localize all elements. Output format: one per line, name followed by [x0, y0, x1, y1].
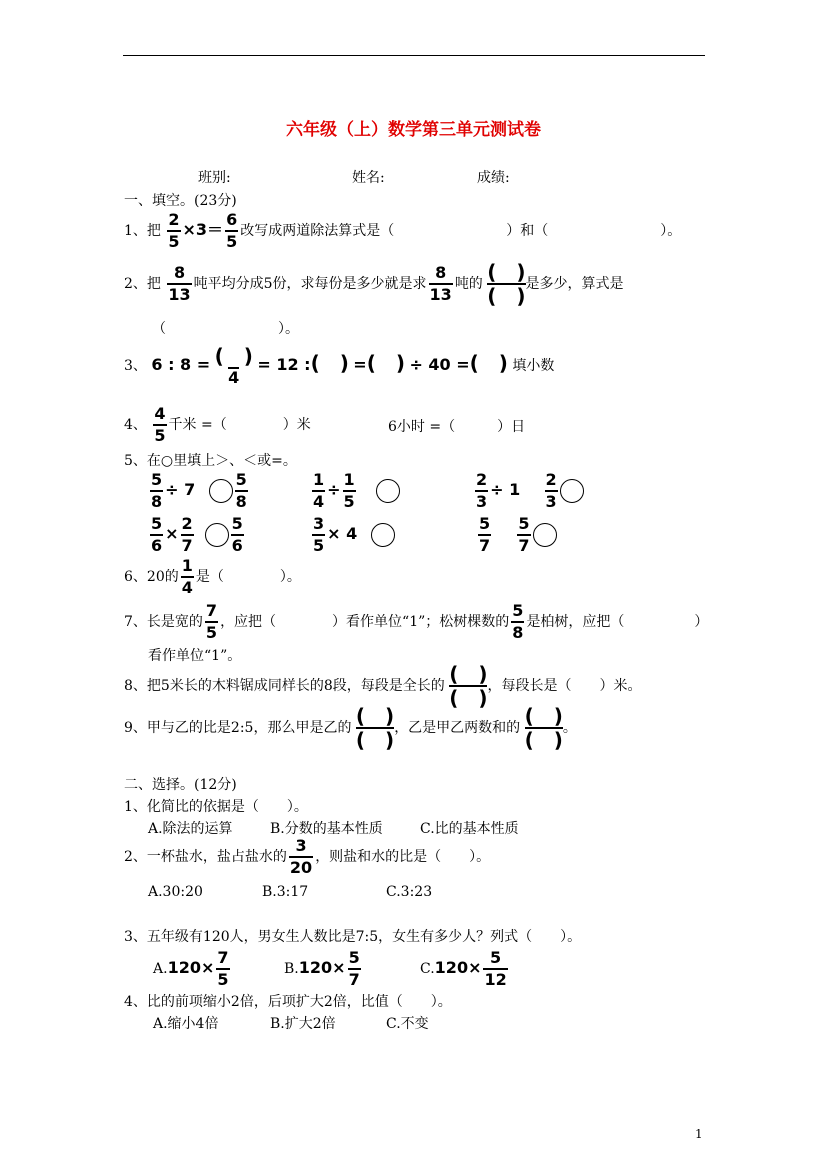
page-title: 六年级（上）数学第三单元测试卷: [286, 120, 541, 140]
header-rule: [123, 55, 705, 56]
section2-heading: 二、选择。(12分): [124, 777, 237, 793]
compare-circle[interactable]: [205, 523, 229, 547]
question-7-line2: 看作单位“1”。: [148, 648, 242, 664]
compare-item-4: $\frac{5}{6}$ × $\frac{2}{7}$ $\frac{5}{6}$: [151, 514, 243, 555]
compare-item-1: $\frac{5}{8}$ ÷ 7 $\frac{5}{8}$: [151, 470, 247, 511]
choice-1c: C.比的基本性质: [420, 821, 519, 837]
choice-4b: B.扩大2倍: [270, 1016, 336, 1032]
compare-circle[interactable]: [371, 523, 395, 547]
choice-1: 1、化简比的依据是（ ）。: [124, 799, 308, 815]
fraction: $\frac{6}{5}$: [226, 210, 238, 251]
compare-circle[interactable]: [560, 479, 584, 503]
choice-1b: B.分数的基本性质: [270, 821, 383, 837]
choice-4a: A.缩小4倍: [153, 1016, 219, 1032]
choice-2: 2、一杯盐水，盐占盐水的 $\frac{3}{20}$ ，则盐和水的比是（ ）。: [124, 836, 491, 877]
choice-3c: C.120× $\frac{5}{12}$: [420, 948, 507, 989]
choice-2b: B.3:17: [262, 884, 309, 900]
question-6: 6、20的 $\frac{1}{4}$ 是（ ）。: [124, 556, 301, 597]
choice-4: 4、比的前项缩小2倍，后项扩大2倍，比值（ ）。: [124, 994, 452, 1010]
compare-item-6: $\frac{5}{7}$ $\frac{5}{7}$: [476, 516, 557, 554]
choice-2a: A.30:20: [148, 884, 203, 900]
choice-3: 3、五年级有120人，男女生人数比是7:5，女生有多少人？列式（ ）。: [124, 929, 582, 945]
page-number: 1: [695, 1127, 703, 1141]
compare-circle[interactable]: [376, 479, 400, 503]
question-7: 7、长是宽的 $\frac{7}{5}$ ，应把（ ）看作单位“1”；松树棵数的 $\frac{5}{8}$ 是柏树，应把（ ）: [124, 601, 709, 642]
question-2: 2、把 $\frac{8}{13}$ 吨平均分成5份，求每份是多少就是求 $\frac{8}{13}$ 吨的 ( ) ( ) 是多少，算式是: [124, 260, 624, 308]
name-label: 姓名:: [352, 170, 385, 186]
blank-fraction: ( ) ( ): [487, 260, 526, 308]
choice-2c: C.3:23: [386, 884, 433, 900]
compare-circle[interactable]: [533, 523, 557, 547]
question-5: 5、在○里填上＞、＜或=。: [124, 453, 297, 469]
choice-1a: A.除法的运算: [148, 821, 233, 837]
question-9: 9、甲与乙的比是2:5，那么甲是乙的 ( ) ( ) ，乙是甲乙两数和的 ( ) ( ) 。: [124, 704, 577, 752]
question-4: 4、 $\frac{4}{5}$ 千米 =（ ）米: [124, 404, 311, 445]
choice-3b: B.120× $\frac{5}{7}$: [284, 948, 360, 989]
fraction: $\frac{2}{5}$: [168, 210, 180, 251]
score-label: 成绩:: [477, 170, 510, 186]
compare-item-2: $\frac{1}{4}$ ÷ $\frac{1}{5}$: [310, 472, 400, 510]
class-label: 班别:: [198, 170, 231, 186]
question-3: 3、 6 : 8 = ( ) 4 = 12 :( ) =( ) ÷ 40 =( ) 填小数: [124, 344, 555, 387]
section1-heading: 一、填空。(23分): [124, 193, 237, 209]
choice-3a: A.120× $\frac{7}{5}$: [153, 948, 229, 989]
question-8: 8、把5米长的木料锯成同样长的8段，每段是全长的 ( ) ( ) ，每段长是（ ）米。: [124, 662, 642, 710]
question-2-line2: （ ）。: [152, 321, 299, 337]
compare-circle[interactable]: [209, 479, 233, 503]
compare-item-3: $\frac{2}{3}$ ÷ 1 $\frac{2}{3}$: [473, 472, 584, 510]
question-4b: 6小时 =（ ）日: [388, 419, 526, 435]
compare-item-5: $\frac{3}{5}$ × 4: [310, 516, 395, 554]
choice-4c: C.不变: [386, 1016, 429, 1032]
question-1: 1、把 $\frac{2}{5}$ ×3＝ $\frac{6}{5}$ 改写成两道除法算式是（ ）和（ ）。: [124, 210, 682, 251]
